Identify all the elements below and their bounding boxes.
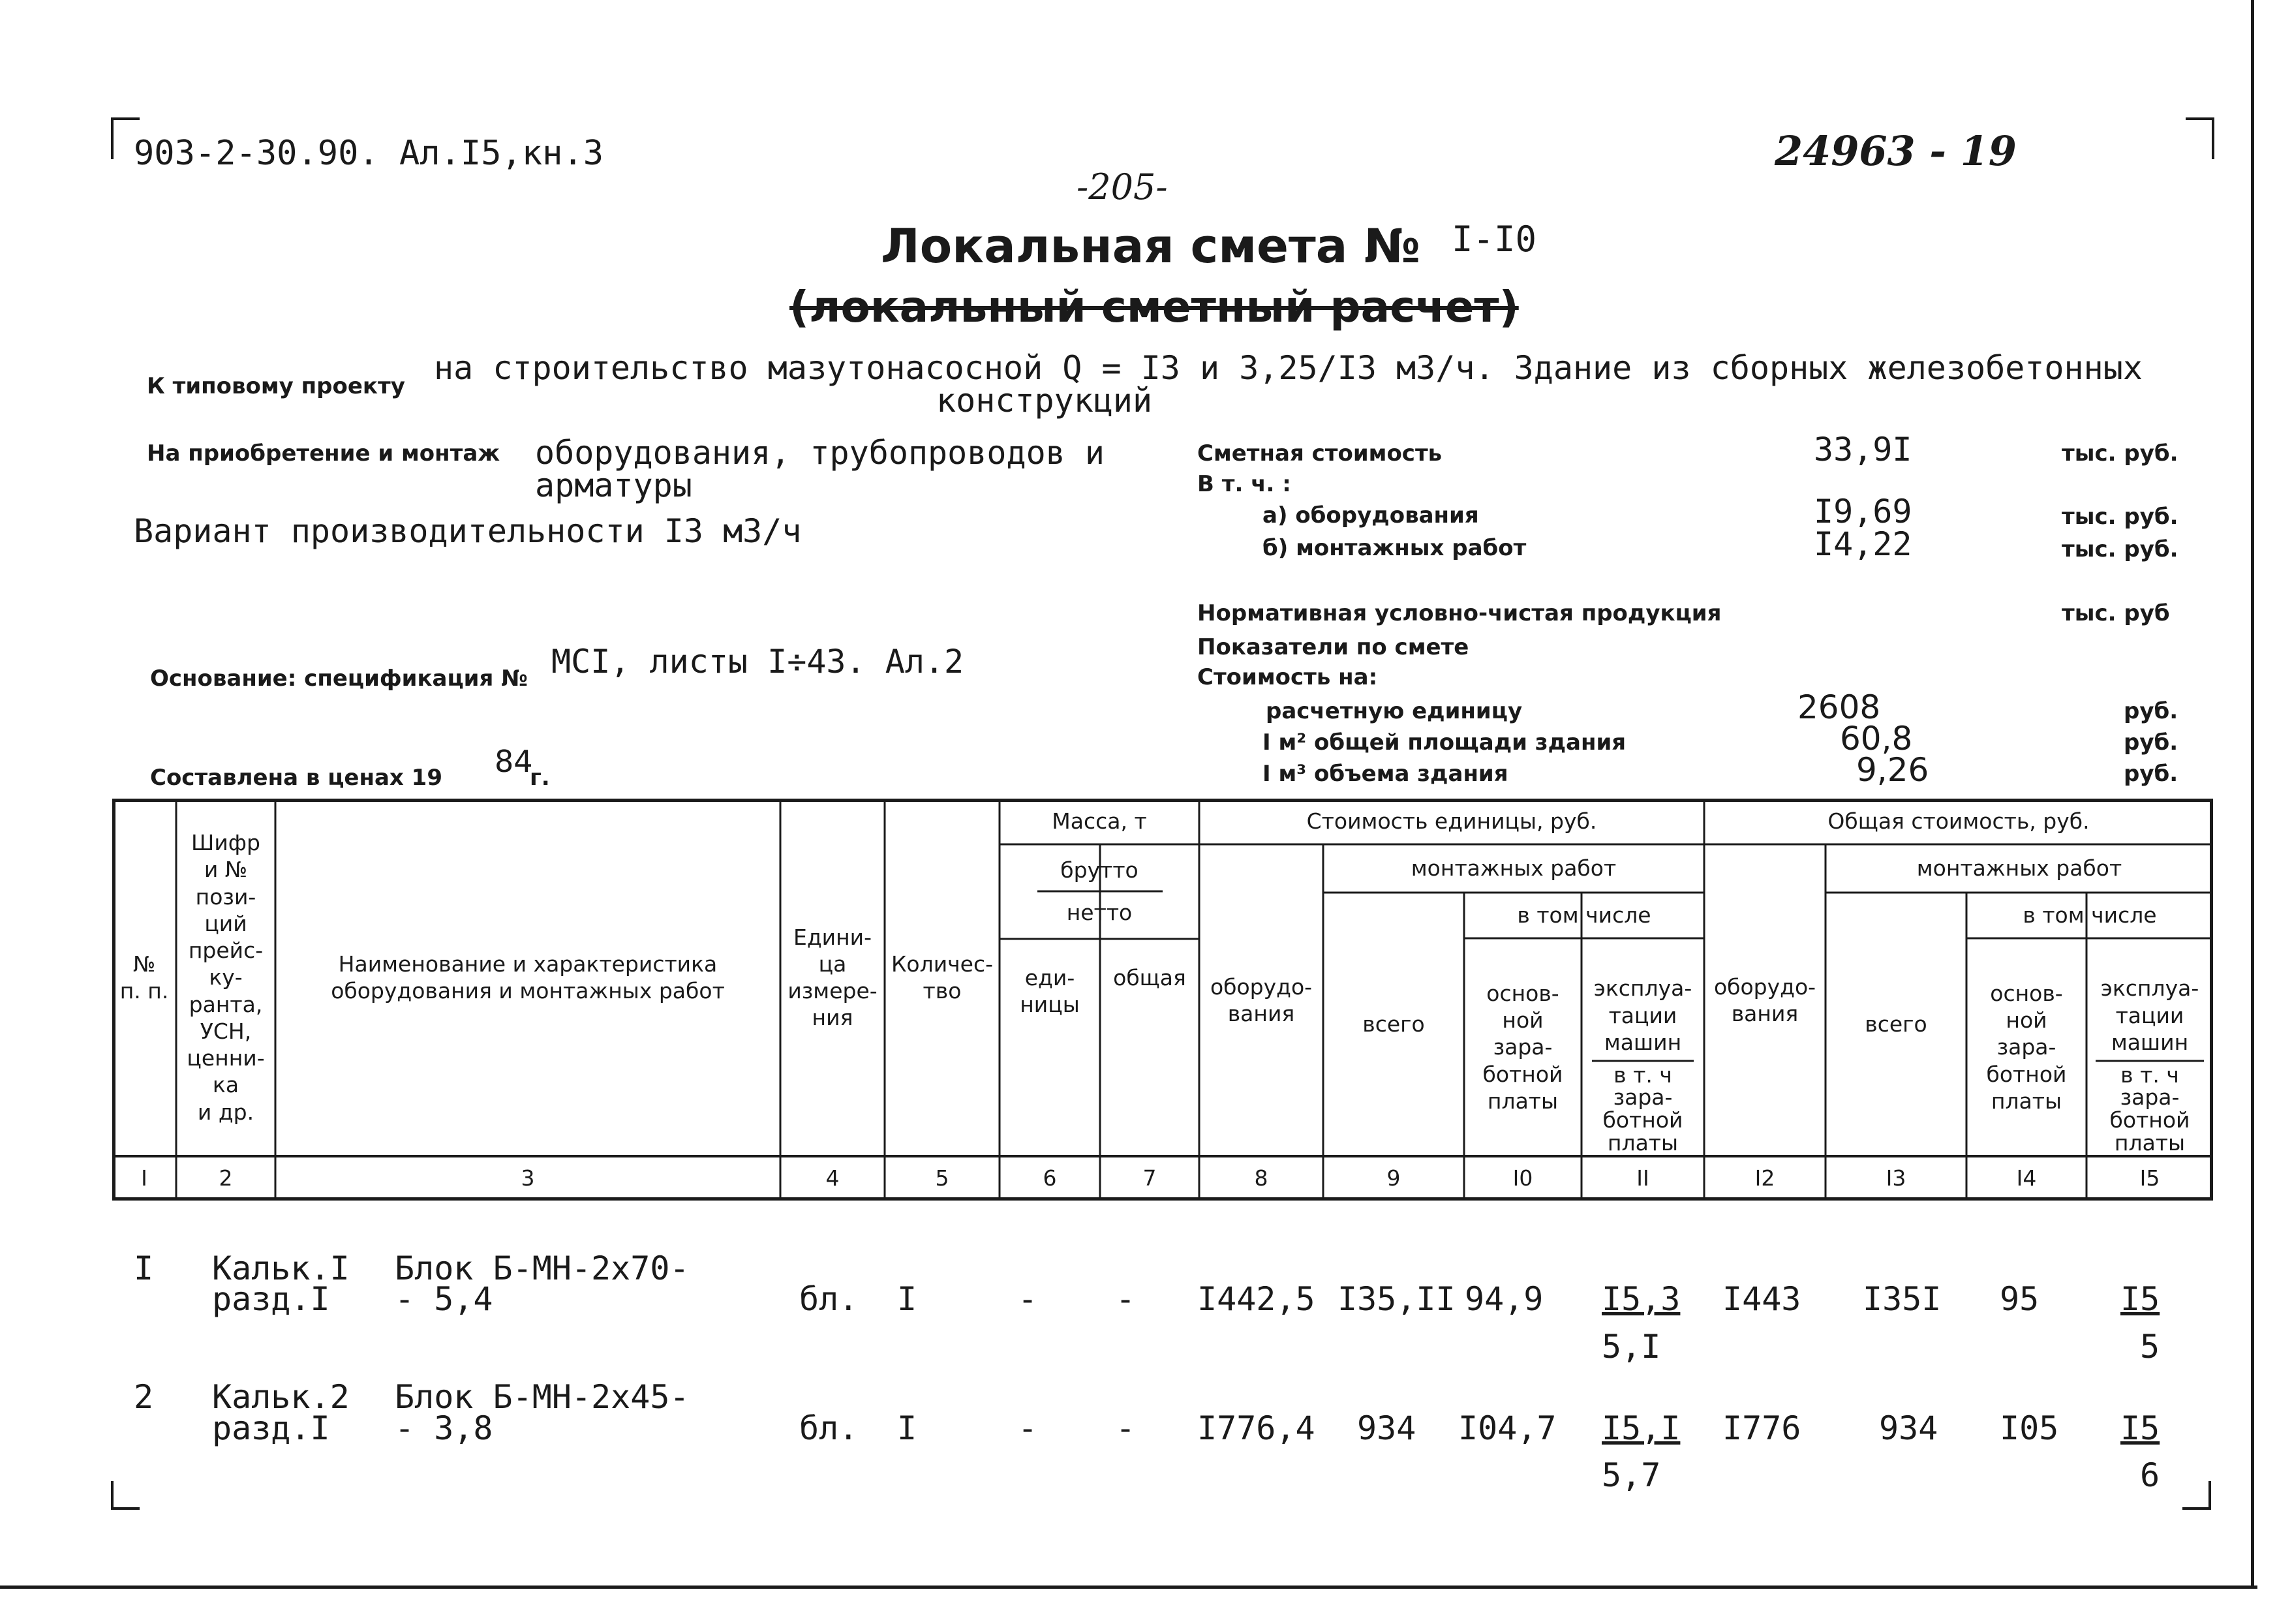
col-number-10: I0 (1512, 1165, 1533, 1191)
per-m2-value: 60,8 (1840, 720, 1913, 758)
estimated-cost-label: Сметная стоимость (1197, 440, 1443, 467)
document-code: 903-2-30.90. Ал.I5,кн.3 (134, 134, 604, 173)
indicators-label: Показатели по смете (1197, 634, 1469, 660)
per-m3-unit: руб. (2124, 761, 2178, 787)
row-total-equipment: I776 (1722, 1409, 1801, 1447)
inventory-number: 24963 - 19 (1775, 127, 2017, 175)
estimate-number: I-I0 (1452, 219, 1537, 260)
header-unit-cost: Стоимость единицы, руб. (1306, 808, 1597, 835)
header-quantity: Количес- тво (891, 951, 993, 1004)
header-total-install: монтажных работ (1916, 855, 2122, 881)
per-unit-value: 2608 (1797, 688, 1881, 726)
row-unit-machine-wage: 5,7 (1602, 1456, 1661, 1494)
row-total-machine-wage: 5 (2140, 1328, 2160, 1366)
row-name-line2: - 5,4 (395, 1280, 493, 1318)
header-unit-install: монтажных работ (1411, 855, 1617, 881)
header-total-cost: Общая стоимость, руб. (1827, 808, 2090, 835)
compiled-suffix: г. (530, 765, 550, 791)
row-total-install: I35I (1863, 1280, 1942, 1318)
row-unit-install-total: 934 (1357, 1409, 1416, 1447)
header-unit: Едини- ца измере- ния (787, 924, 878, 1031)
basis-label: Основание: спецификация № (150, 666, 528, 692)
header-mass-unit: еди- ницы (1020, 964, 1080, 1017)
header-total-basic-wage: основ- ной зара- ботной платы (1986, 980, 2067, 1114)
row-name-line1: Блок Б-МН-2х45- (395, 1378, 690, 1416)
col-number-4: 4 (825, 1165, 840, 1191)
corner-mark-top-right (2186, 117, 2214, 159)
header-netto: нетто (1066, 900, 1133, 926)
row-mass-total: - (1116, 1280, 1136, 1318)
row-unit-install-total: I35,II (1337, 1280, 1456, 1318)
header-mass: Масса, т (1052, 808, 1147, 835)
header-total-machine-wage: в т. ч зара- ботной платы (2109, 1062, 2190, 1156)
row-name-line2: - 3,8 (395, 1409, 493, 1447)
page-number: -205- (1077, 166, 1168, 207)
header-price-code: Шифр и № пози- ций прейс- ку- ранта, УСН, ценни- ка и др. (187, 830, 265, 1125)
row-total-machine: I5 (2120, 1409, 2160, 1447)
header-unit-total: всего (1362, 1011, 1425, 1037)
equipment-value: I9,69 (1814, 493, 1912, 530)
col-number-3: 3 (521, 1165, 535, 1191)
normative-label: Нормативная условно-чистая продукция (1197, 600, 1722, 626)
col-number-6: 6 (1043, 1165, 1057, 1191)
row-mass-unit: - (1018, 1280, 1038, 1318)
row-number: I (134, 1249, 154, 1287)
col-number-14: I4 (2016, 1165, 2037, 1191)
installation-unit: тыс. руб. (2062, 536, 2178, 562)
row-total-basic-wage: 95 (2000, 1280, 2040, 1318)
header-item-name: Наименование и характеристика оборудования и монтажных работ (331, 951, 725, 1004)
col-number-2: 2 (219, 1165, 233, 1191)
equipment-unit: тыс. руб. (2062, 504, 2178, 530)
header-unit-equipment: оборудо- вания (1210, 973, 1313, 1026)
row-unit-machine-wage: 5,I (1602, 1328, 1661, 1366)
col-number-15: I5 (2139, 1165, 2160, 1191)
header-total-equipment: оборудо- вания (1713, 973, 1816, 1026)
col-number-7: 7 (1142, 1165, 1157, 1191)
compiled-label: Составлена в ценах 19 (150, 765, 442, 791)
project-text-line2: конструкций (936, 382, 1153, 420)
row-unit-basic-wage: I04,7 (1458, 1409, 1557, 1447)
header-total-incl: в том числе (2023, 902, 2157, 928)
equipment-label: а) оборудования (1262, 502, 1479, 529)
row-unit-basic-wage: 94,9 (1465, 1280, 1544, 1318)
variant-text: Вариант производительности I3 м3/ч (134, 512, 802, 550)
header-total-all: всего (1865, 1011, 1927, 1037)
project-text-line1: на строительство мазутонасосной Q = I3 и 3,25/I3 м3/ч. Здание из сборных железобетонных (434, 349, 2143, 387)
project-label: К типовому проекту (147, 373, 405, 399)
purchase-label: На приобретение и монтаж (147, 440, 500, 467)
corner-mark-bottom-left (111, 1481, 140, 1510)
row-total-machine-wage: 6 (2140, 1456, 2160, 1494)
col-number-5: 5 (935, 1165, 949, 1191)
installation-label: б) монтажных работ (1262, 535, 1527, 561)
row-number: 2 (134, 1378, 154, 1416)
row-total-equipment: I443 (1722, 1280, 1801, 1318)
col-number-11: II (1636, 1165, 1649, 1191)
estimated-cost-value: 33,9I (1814, 431, 1912, 468)
header-total-machine: эксплуа- тации машин (2100, 975, 2199, 1055)
row-unit: бл. (799, 1409, 859, 1447)
incl-label: В т. ч. : (1197, 471, 1291, 497)
col-number-9: 9 (1386, 1165, 1401, 1191)
row-unit-machine: I5,3 (1602, 1280, 1681, 1318)
per-unit-label: расчетную единицу (1266, 698, 1523, 724)
header-unit-machine: эксплуа- тации машин (1593, 975, 1692, 1055)
header-unit-machine-wage: в т. ч зара- ботной платы (1602, 1062, 1683, 1156)
row-mass-unit: - (1018, 1409, 1038, 1447)
col-number-1: I (141, 1165, 147, 1191)
compiled-year: 84 (495, 744, 533, 779)
row-unit-machine: I5,I (1602, 1409, 1681, 1447)
row-unit-equipment: I442,5 (1197, 1280, 1315, 1318)
row-code-line1: Кальк.2 (212, 1378, 350, 1416)
header-mass-total: общая (1113, 965, 1186, 991)
row-unit-equipment: I776,4 (1197, 1409, 1315, 1447)
col-number-13: I3 (1886, 1165, 1906, 1191)
col-number-12: I2 (1754, 1165, 1775, 1191)
cost-on-label: Стоимость на: (1197, 664, 1378, 690)
header-row-number: № п. п. (119, 951, 169, 1004)
per-m2-unit: руб. (2124, 729, 2178, 756)
row-code-line2: разд.I (212, 1280, 330, 1318)
per-m3-value: 9,26 (1856, 751, 1929, 789)
per-unit-unit: руб. (2124, 698, 2178, 724)
cost-table (112, 799, 2213, 1201)
installation-value: I4,22 (1814, 525, 1912, 563)
per-m3-label: I м³ объема здания (1262, 761, 1508, 787)
row-code-line1: Кальк.I (212, 1249, 350, 1287)
row-unit: бл. (799, 1280, 859, 1318)
purchase-text-line1: оборудования, трубопроводов и (535, 434, 1105, 472)
page-title: Локальная смета № (881, 219, 1420, 273)
estimated-cost-unit: тыс. руб. (2062, 440, 2178, 467)
row-quantity: I (897, 1409, 917, 1447)
header-unit-basic-wage: основ- ной зара- ботной платы (1482, 980, 1563, 1114)
basis-value: МСI, листы I÷43. Ал.2 (551, 643, 964, 681)
row-name-line1: Блок Б-МН-2х70- (395, 1249, 690, 1287)
col-number-8: 8 (1254, 1165, 1268, 1191)
row-total-basic-wage: I05 (2000, 1409, 2059, 1447)
header-brutto: брутто (1060, 857, 1138, 883)
corner-mark-bottom-right (2182, 1481, 2211, 1510)
row-code-line2: разд.I (212, 1409, 330, 1447)
page-subtitle: (локальный сметный расчет) (789, 282, 1519, 332)
row-total-install: 934 (1879, 1409, 1938, 1447)
row-quantity: I (897, 1280, 917, 1318)
normative-unit: тыс. руб (2062, 600, 2170, 626)
page-bottom-border (0, 1586, 2257, 1589)
per-m2-label: I м² общей площади здания (1262, 729, 1627, 756)
row-total-machine: I5 (2120, 1280, 2160, 1318)
row-mass-total: - (1116, 1409, 1136, 1447)
purchase-text-line2: арматуры (535, 467, 692, 504)
header-unit-incl: в том числе (1517, 902, 1651, 928)
page-right-border (2251, 0, 2254, 1589)
